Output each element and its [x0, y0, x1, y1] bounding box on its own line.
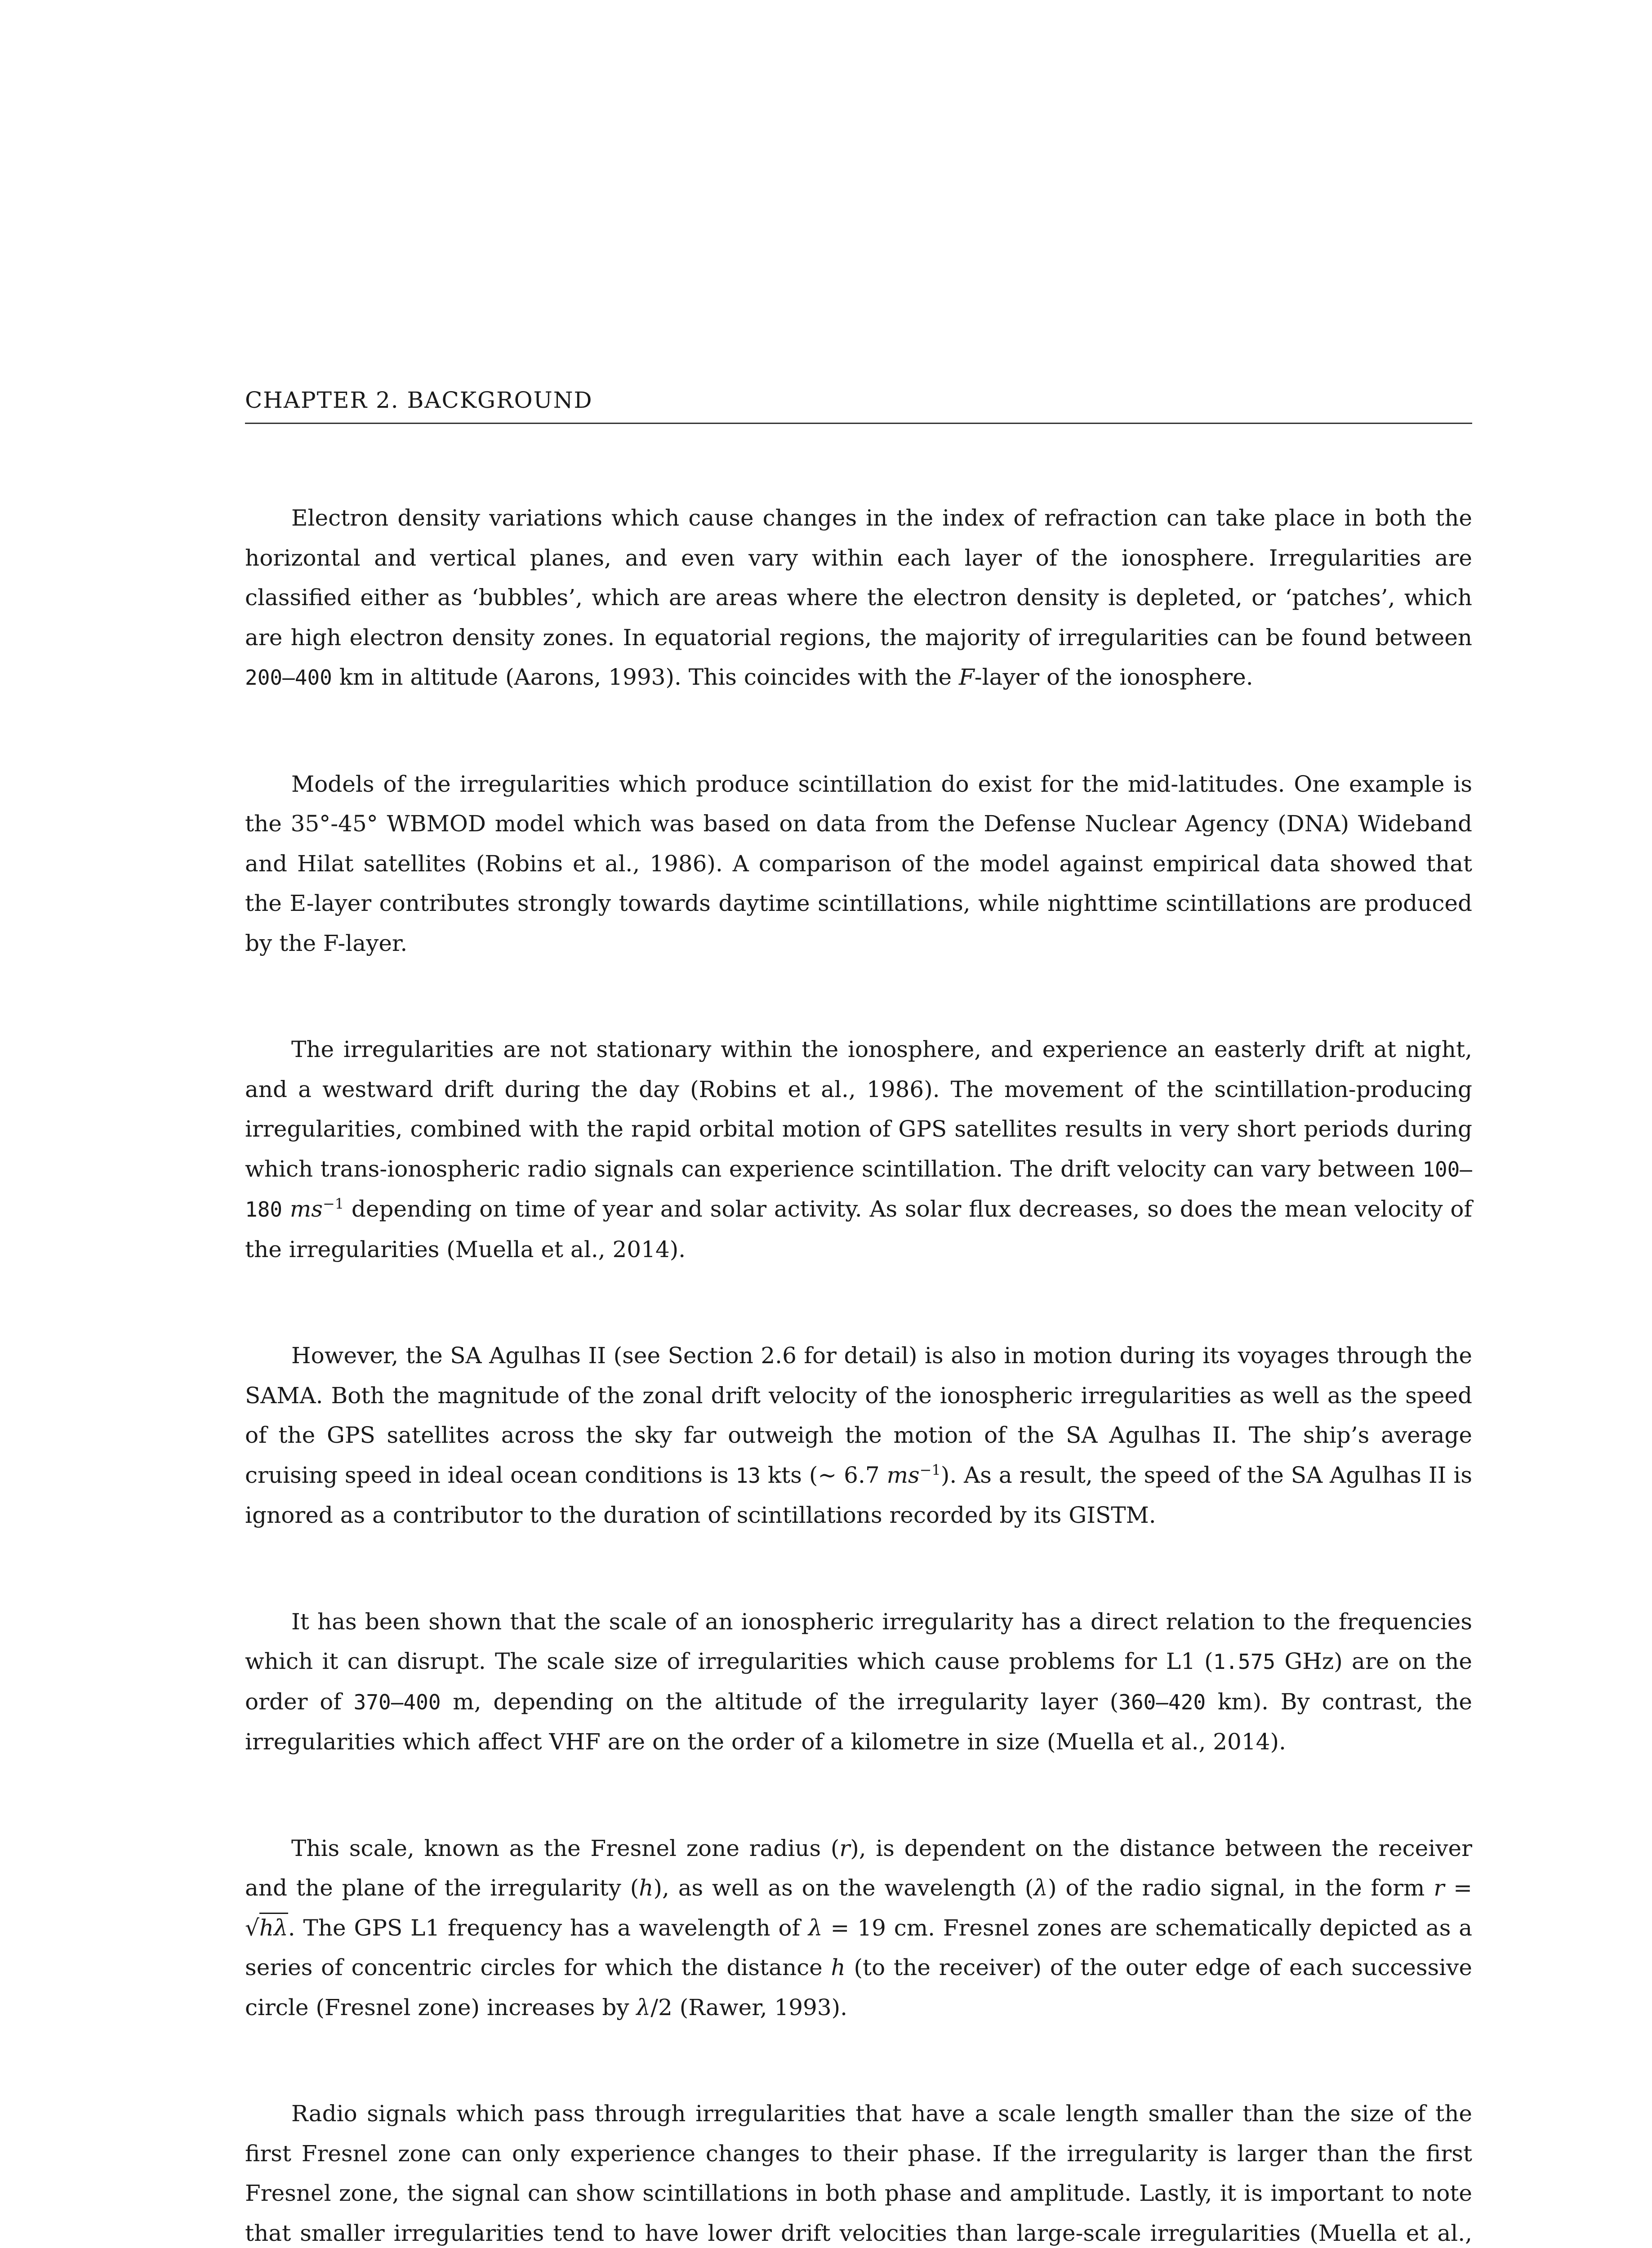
math-symbol: λ	[636, 1994, 651, 2021]
paragraph-phase-amplitude	[245, 2094, 1472, 2248]
text-run: (to the receiver) of the outer edge of each successive circle (Fresnel zone) increases by	[245, 1954, 1473, 2021]
text-run: = 19 cm. Fresnel zones are schematically depicted as a series of concentric circles for which the distance	[245, 1914, 1473, 1980]
text-run: ). As a result, the speed of the SA Agulhas II is ignored as a contributor to the duration of scintillations recorded by its GISTM.	[245, 1462, 1472, 1528]
body-text	[245, 498, 1472, 2248]
text-run: ), as well as on the wavelength (	[653, 1875, 1034, 1901]
sqrt-radicand: hλ	[259, 1913, 288, 1941]
text-run: kts (∼ 6.7	[760, 1462, 887, 1488]
paragraph-ship-motion	[245, 1336, 1472, 1535]
l1-frequency: 1.575	[1213, 1650, 1276, 1674]
text-run: m, depending on the altitude of the irregularity layer (	[441, 1688, 1119, 1715]
paragraph-wbmod-model	[245, 764, 1472, 963]
text-run: km). By contrast, the irregularities which affect VHF are on the order of a kilometre in size (Muella et al., 2014).	[245, 1688, 1472, 1755]
math-symbol: F	[959, 664, 975, 690]
text-run: km in altitude (Aarons, 1993). This coincides with the	[332, 664, 959, 690]
text-run: Models of the irregularities which produce scintillation do exist for the mid-latitudes. One example is the 35°-45° WBMOD model which was based on data from the Defense Nuclear Agency (DNA) Wideband and Hilat satellites (Robins et al., 1986). A comparison of the model against empirical data showed that the E-layer contributes strongly towards daytime scintillations, while nighttime scintillations are produced by the F-layer.	[245, 771, 1472, 956]
math-symbol: r	[1434, 1875, 1445, 1901]
text-run: The irregularities are not stationary within the ionosphere, and experience an easterly drift at night, and a westward drift during the day (Robins et al., 1986). The movement of the scintillation-producing irregularities, combined with the rapid orbital motion of GPS satellites results in very short periods during which trans-ionospheric radio signals can experience scintillation. The drift velocity can vary between	[245, 1036, 1472, 1182]
text-run: It has been shown that the scale of an ionospheric irregularity has a direct relation to the frequencies which it can disrupt. The scale size of irregularities which cause problems for L1 (	[245, 1608, 1472, 1674]
math-symbol: r	[839, 1835, 850, 1861]
text-run: . The GPS L1 frequency has a wavelength of	[288, 1914, 808, 1941]
text-run: Radio signals which pass through irregularities that have a scale length smaller than the size of the first Fresnel zone can only experience changes to their phase. If the irregularity is larger than the first Fresnel zone, the signal can show scintillations in both phase and amplitude. Lastly, it is important to note that smaller irregularities tend to have lower drift velocities than large-scale irregularities (Muella et al.,	[245, 2101, 1472, 2246]
math-symbol: λ	[808, 1914, 823, 1941]
text-run: -layer of the ionosphere.	[974, 664, 1253, 690]
ship-speed: 13	[735, 1463, 761, 1488]
text-run: However, the SA Agulhas II (see Section 2.6 for detail) is also in motion during its voyages through the SAMA. Both the magnitude of the zonal drift velocity of the ionospheric irregularities as well as the speed of the GPS satellites across the sky far outweigh the motion of the SA Agulhas II. The ship’s average cruising speed in ideal ocean conditions is	[245, 1343, 1472, 1488]
text-run: ), is dependent on the distance between the receiver and the plane of the irregularity (	[245, 1835, 1472, 1901]
superscript: −1	[919, 1461, 941, 1478]
text-run: /2 (Rawer, 1993).	[650, 1994, 848, 2021]
paragraph-scale-size	[245, 1602, 1472, 1762]
running-header-title: CHAPTER 2. BACKGROUND	[245, 387, 593, 413]
text-run: ) of the radio signal, in the form	[1048, 1875, 1434, 1901]
paragraph-ionosphere-irregularities	[245, 498, 1472, 698]
paragraph-fresnel-zone	[245, 1829, 1472, 2028]
text-run: GHz) are on the order of	[245, 1648, 1472, 1715]
text-run: This scale, known as the Fresnel zone radius (	[291, 1835, 840, 1861]
running-header	[245, 386, 1472, 424]
velocity-range: 100–180	[245, 1157, 1472, 1222]
scale-range: 370–400	[353, 1690, 441, 1714]
sqrt-sign: = √	[245, 1875, 1472, 1941]
text-run: depending on time of year and solar activity. As solar flux decreases, so does the mean velocity of the irregularities (Muella et al., 2014).	[245, 1196, 1472, 1262]
paragraph-drift-velocity	[245, 1030, 1472, 1269]
layer-altitude-range: 360–420	[1118, 1690, 1206, 1714]
text-run	[282, 1196, 290, 1222]
math-symbol: ms	[886, 1462, 920, 1488]
math-symbol: λ	[1033, 1875, 1048, 1901]
text-run: Electron density variations which cause changes in the index of refraction can take place in both the horizontal and vertical planes, and even vary within each layer of the ionosphere. Irregularities are classified either as ‘bubbles’, which are areas where the electron density is depleted, or ‘patches’, which are high electron density zones. In equatorial regions, the majority of irregularities can be found between	[245, 505, 1472, 651]
superscript: −1	[322, 1195, 344, 1213]
math-symbol: h	[639, 1875, 654, 1901]
altitude-range: 200–400	[245, 665, 332, 690]
math-symbol: ms	[289, 1196, 323, 1222]
math-symbol: h	[831, 1954, 846, 1980]
